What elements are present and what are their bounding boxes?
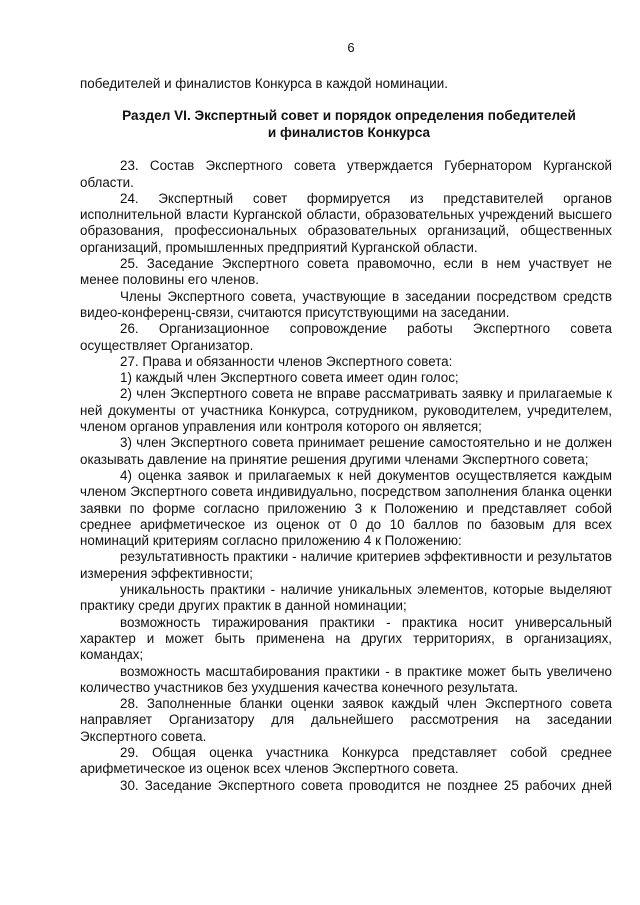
paragraph-29: 29. Общая оценка участника Конкурса представляет собой среднее арифметическое из оценок всех членов Экспертного совета. xyxy=(80,744,612,777)
paragraph-30: 30. Заседание Экспертного совета проводится не позднее 25 рабочих дней xyxy=(120,777,612,793)
paragraph-25-note: Члены Экспертного совета, участвующие в заседании посредством средств видео-конференц-связи, считаются присутствующими на заседании. xyxy=(80,288,612,320)
paragraph-24: 24. Экспертный совет формируется из представителей органов исполнительной власти Курганской области, образовательных учреждений высшего образования, профессиональных образовательных организаций, общественных организаций, промышленных предприятий Курганской области. xyxy=(80,190,612,255)
paragraph-27-item-1: 1) каждый член Экспертного совета имеет один голос; xyxy=(120,370,459,386)
section-heading-line-1: Раздел VI. Экспертный совет и порядок определения победителей xyxy=(122,108,576,124)
continuation-text: победителей и финалистов Конкурса в каждой номинации. xyxy=(80,76,448,91)
section-heading xyxy=(80,108,612,141)
criterion-effectiveness: результативность практики - наличие критериев эффективности и результатов измерения эффективности; xyxy=(80,549,612,581)
paragraph-27-item-4: 4) оценка заявок и прилагаемых к ней документов осуществляется каждым членом Экспертного совета индивидуально, посредством заполнения бланка оценки заявки по форме согласно приложению 3 к Положению и представляет собой среднее арифметическое из оценок от 0 до 10 баллов по базовым для всех номинаций критериям согласно приложению 4 к Положению: xyxy=(80,467,612,549)
paragraph-27: 27. Права и обязанности членов Экспертного совета: xyxy=(120,353,453,369)
paragraph-25: 25. Заседание Экспертного совета правомочно, если в нем участвует не менее половины его членов. xyxy=(80,256,612,288)
criterion-uniqueness: уникальность практики - наличие уникальных элементов, которые выделяют практику среди других практик в данной номинации; xyxy=(80,582,612,614)
criterion-scaling: возможность масштабирования практики - в практике может быть увеличено количество участников без ухудшения качества конечного результата. xyxy=(80,663,612,695)
paragraph-23: 23. Состав Экспертного совета утверждается Губернатором Курганской области. xyxy=(80,158,612,190)
criterion-replication: возможность тиражирования практики - практика носит универсальный характер и может быть применена на других территориях, в организациях, командах; xyxy=(80,614,612,663)
paragraph-26: 26. Организационное сопровождение работы Экспертного совета осуществляет Организатор. xyxy=(80,321,612,353)
section-heading-line-2: и финалистов Конкурса xyxy=(267,124,431,140)
paragraph-28: 28. Заполненные бланки оценки заявок каждый член Экспертного совета направляет Организатору для дальнейшего рассмотрения на заседании Экспертного совета. xyxy=(80,696,612,744)
paragraph-27-item-3: 3) член Экспертного совета принимает решение самостоятельно и не должен оказывать давление на принятие решения другими членами Экспертного совета; xyxy=(80,435,612,467)
paragraph-27-item-2: 2) член Экспертного совета не вправе рассматривать заявку и прилагаемые к ней документы от участника Конкурса, сотрудником, руководителем, учредителем, членом органов управления или контроля которого он является; xyxy=(80,386,612,435)
page-number: 6 xyxy=(347,40,355,55)
